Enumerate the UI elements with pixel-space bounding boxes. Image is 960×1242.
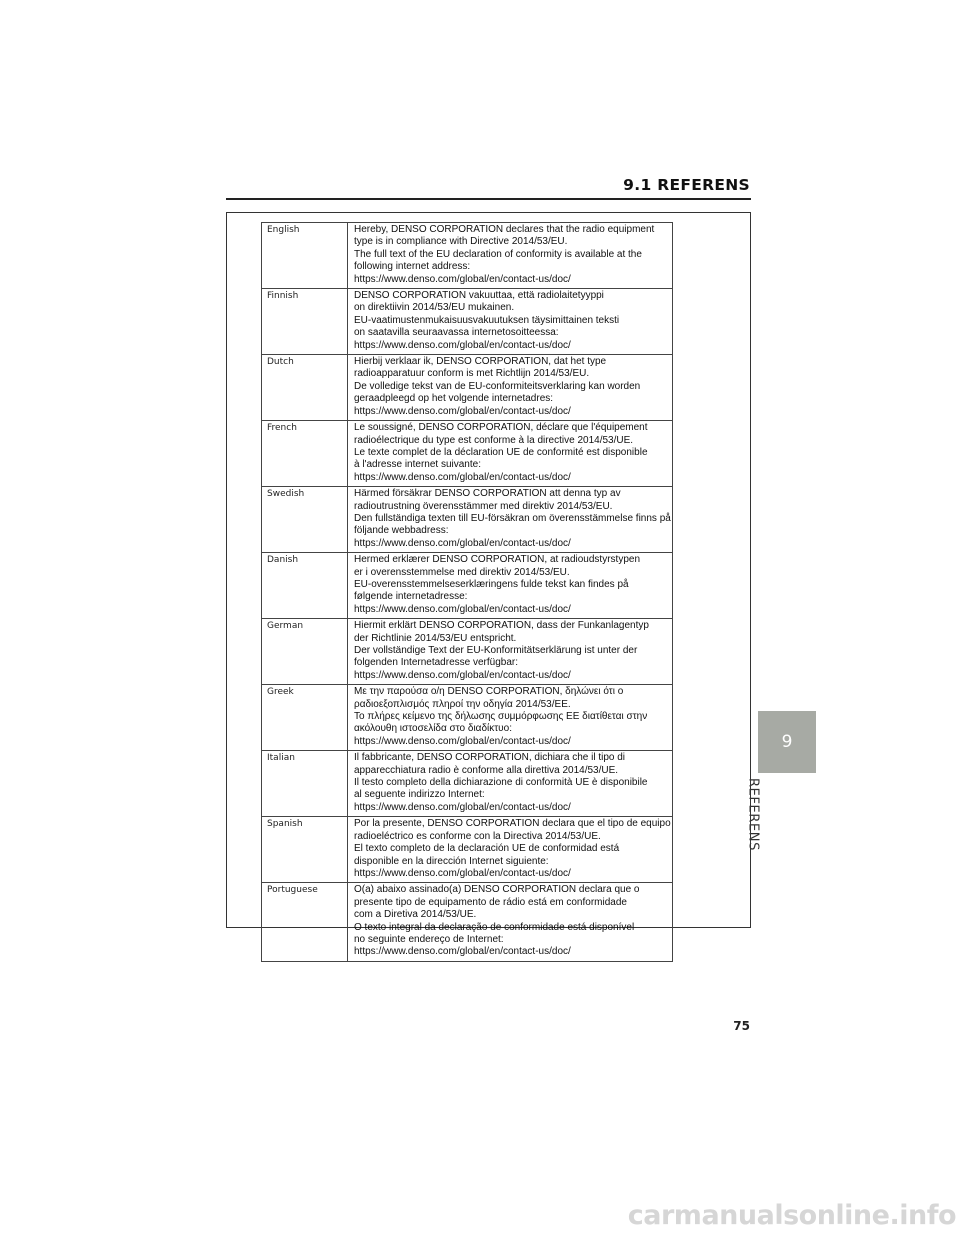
declaration-table: [261, 222, 673, 962]
declaration-line: Το πλήρες κείμενο της δήλωσης συμμόρφωσης ΕΕ διατίθεται στην: [354, 711, 648, 723]
declaration-line: https://www.denso.com/global/en/contact-us/doc/: [354, 339, 571, 351]
declaration-line: Der vollständige Text der EU-Konformitätserklärung ist unter der: [354, 645, 638, 656]
declaration-line: https://www.denso.com/global/en/contact-us/doc/: [354, 537, 571, 549]
language-label: German: [262, 619, 348, 685]
language-label: English: [262, 223, 348, 289]
declaration-line: following internet address:: [354, 261, 471, 273]
declaration-row: [262, 619, 673, 685]
declaration-line: folgenden Internetadresse verfügbar:: [354, 657, 518, 669]
header-divider: [226, 198, 751, 200]
declaration-line: disponible en la dirección Internet siguiente:: [354, 855, 549, 867]
declaration-line: der Richtlinie 2014/53/EU entspricht.: [354, 632, 517, 644]
declaration-line: EU-overensstemmelseserklæringens fulde tekst kan findes på: [354, 578, 629, 590]
language-label: Danish: [262, 553, 348, 619]
declaration-row: [262, 289, 673, 355]
declaration-row: [262, 355, 673, 421]
declaration-line: https://www.denso.com/global/en/contact-us/doc/: [354, 273, 571, 285]
declaration-line: https://www.denso.com/global/en/contact-us/doc/: [354, 867, 571, 879]
declaration-line: on direktiivin 2014/53/EU mukainen.: [354, 302, 515, 314]
declaration-line: https://www.denso.com/global/en/contact-us/doc/: [354, 603, 571, 615]
declaration-line: Il testo completo della dichiarazione di conformità UE è disponibile: [354, 777, 648, 789]
declaration-text: [348, 751, 673, 817]
declaration-line: apparecchiatura radio è conforme alla direttiva 2014/53/UE.: [354, 764, 619, 776]
declaration-line: Por la presente, DENSO CORPORATION declara que el tipo de equipo: [354, 818, 671, 830]
declaration-line: Hermed erklærer DENSO CORPORATION, at radioudstyrstypen: [354, 554, 641, 566]
declaration-table-body: [262, 223, 673, 962]
declaration-line: ακόλουθη ιστοσελίδα στο διαδίκτυο:: [354, 723, 512, 735]
declaration-line: https://www.denso.com/global/en/contact-us/doc/: [354, 801, 571, 813]
language-label: Spanish: [262, 817, 348, 883]
declaration-row: [262, 421, 673, 487]
declaration-line: Le soussigné, DENSO CORPORATION, déclare que l'équipement: [354, 422, 648, 434]
declaration-text: [348, 355, 673, 421]
declaration-line: geraadpleegd op het volgende internetadres:: [354, 393, 554, 405]
declaration-line: följande webbadress:: [354, 525, 449, 537]
declaration-line: O(a) abaixo assinado(a) DENSO CORPORATION declara que o: [354, 884, 640, 896]
declaration-text: [348, 487, 673, 553]
declaration-row: [262, 553, 673, 619]
declaration-text: [348, 289, 673, 355]
declaration-row: [262, 685, 673, 751]
declaration-line: Hiermit erklärt DENSO CORPORATION, dass der Funkanlagentyp: [354, 620, 649, 632]
declaration-line: https://www.denso.com/global/en/contact-us/doc/: [354, 669, 571, 681]
declaration-line: Με την παρούσα ο/η DENSO CORPORATION, δηλώνει ότι ο: [354, 686, 624, 698]
language-label: Dutch: [262, 355, 348, 421]
declaration-line: El texto completo de la declaración UE de conformidad está: [354, 843, 620, 855]
page-number: 75: [733, 1019, 750, 1033]
section-title: 9.1 REFERENS: [623, 176, 750, 194]
declaration-text: [348, 421, 673, 487]
declaration-line: O texto integral da declaração de conformidade está disponível: [354, 921, 635, 933]
declaration-text: [348, 619, 673, 685]
declaration-line: radioélectrique du type est conforme à la directive 2014/53/UE.: [354, 434, 634, 446]
language-label: French: [262, 421, 348, 487]
declaration-line: er i overensstemmelse med direktiv 2014/53/EU.: [354, 566, 570, 578]
declaration-text: [348, 553, 673, 619]
declaration-row: [262, 883, 673, 961]
declaration-text: [348, 883, 673, 961]
declaration-line: DENSO CORPORATION vakuuttaa, että radiolaitetyyppi: [354, 290, 604, 302]
declaration-line: Hereby, DENSO CORPORATION declares that the radio equipment: [354, 224, 655, 235]
declaration-line: https://www.denso.com/global/en/contact-us/doc/: [354, 471, 571, 483]
declaration-line: The full text of the EU declaration of conformity is available at the: [354, 248, 642, 260]
declaration-line: radioutrustning överensstämmer med direktiv 2014/53/EU.: [354, 500, 613, 512]
declaration-line: no seguinte endereço de Internet:: [354, 933, 504, 945]
declaration-line: on saatavilla seuraavassa internetosoitteessa:: [354, 327, 559, 339]
watermark: carmanualsonline.info: [627, 1200, 956, 1231]
declaration-line: Den fullständiga texten till EU-försäkran om överensstämmelse finns på: [354, 512, 671, 524]
declaration-line: presente tipo de equipamento de rádio está em conformidade: [354, 896, 627, 908]
declaration-line: Il fabbricante, DENSO CORPORATION, dichiara che il tipo di: [354, 752, 626, 764]
language-label: Swedish: [262, 487, 348, 553]
declaration-line: type is in compliance with Directive 2014/53/EU.: [354, 236, 568, 248]
declaration-line: à l'adresse internet suivante:: [354, 459, 481, 471]
declaration-line: radioapparatuur conform is met Richtlijn 2014/53/EU.: [354, 368, 590, 380]
declaration-row: [262, 487, 673, 553]
declaration-line: Le texte complet de la déclaration UE de conformité est disponible: [354, 446, 648, 458]
declaration-row: [262, 817, 673, 883]
declaration-line: https://www.denso.com/global/en/contact-us/doc/: [354, 735, 571, 747]
declaration-line: Härmed försäkrar DENSO CORPORATION att denna typ av: [354, 488, 621, 500]
chapter-side-label-text: REFERENS: [745, 778, 761, 851]
declaration-line: al seguente indirizzo Internet:: [354, 789, 485, 801]
declaration-line: radioeléctrico es conforme con la Directiva 2014/53/UE.: [354, 830, 601, 842]
declaration-line: Hierbij verklaar ik, DENSO CORPORATION, dat het type: [354, 356, 607, 368]
language-label: Italian: [262, 751, 348, 817]
declaration-text: [348, 685, 673, 751]
declaration-line: De volledige tekst van de EU-conformiteitsverklaring kan worden: [354, 380, 641, 392]
declaration-text: [348, 223, 673, 289]
language-label: Portuguese: [262, 883, 348, 961]
chapter-side-label: [745, 778, 794, 851]
declaration-line: https://www.denso.com/global/en/contact-us/doc/: [354, 946, 571, 958]
declaration-line: com a Diretiva 2014/53/UE.: [354, 909, 477, 921]
declaration-line: EU-vaatimustenmukaisuusvakuutuksen täysimittainen teksti: [354, 314, 620, 326]
chapter-tab[interactable]: [758, 711, 816, 773]
declaration-row: [262, 223, 673, 289]
declaration-row: [262, 751, 673, 817]
language-label: Finnish: [262, 289, 348, 355]
language-label: Greek: [262, 685, 348, 751]
declaration-line: https://www.denso.com/global/en/contact-us/doc/: [354, 405, 571, 417]
chapter-number: 9: [781, 732, 793, 752]
declaration-line: ραδιοεξοπλισμός πληροί την οδηγία 2014/53/ΕΕ.: [354, 698, 571, 710]
declaration-line: følgende internetadresse:: [354, 591, 468, 603]
declaration-text: [348, 817, 673, 883]
